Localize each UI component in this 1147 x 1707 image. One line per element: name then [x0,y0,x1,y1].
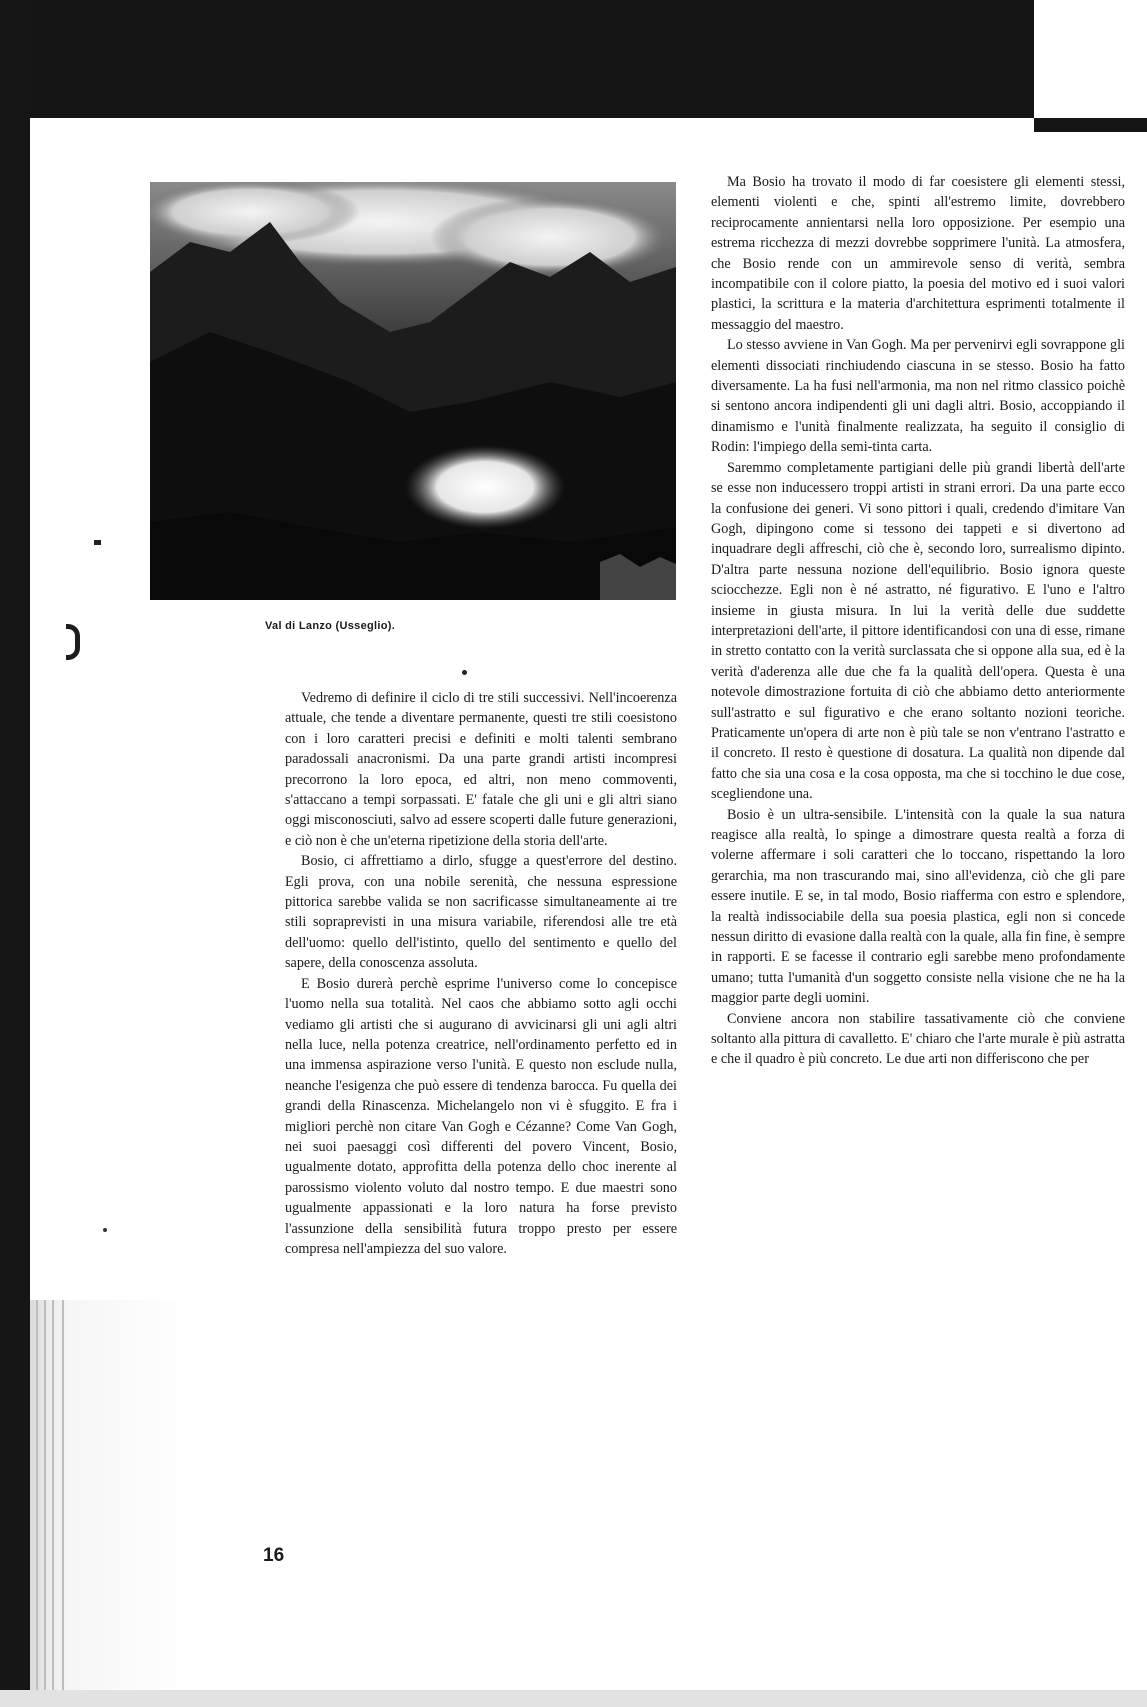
margin-mark [94,540,101,545]
paragraph: Bosio è un ultra-sensibile. L'intensità con la quale la sua natura reagisce alla realtà, lo spinge a dimostrare questa realtà a forza di volerne affermare i soli caratteri che lo toccano, rispettando la loro gerarchia, ma non trascurando mai, sino all'evidenza, ciò che gli pare essere inutile. E se, in tal modo, Bosio riafferma con estro e splendore, la realtà indissociabile della sua poesia plastica, egli non si concede nessun diritto di evasione dalla realtà con la quale, alla fin fine, è sempre in rapporti. E se facesse il contrario egli sarebbe meno profondamente umano; tutta l'umanità d'un soggetto consiste nella visione che ne ha la maggior parte degli uomini. [711,806,1125,1007]
page-number: 16 [263,1545,285,1566]
paragraph: Conviene ancora non stabilire tassativamente ciò che conviene soltanto alla pittura di cavalletto. E' chiaro che l'arte murale è più astratta e che il quadro è più concreto. Le due arti non differiscono che per [711,1010,1125,1068]
paragraph: Ma Bosio ha trovato il modo di far coesistere gli elementi stessi, elementi violenti e che, spinti all'estremo limite, dovrebbero reciprocamente annientarsi nella loro opposizione. Per esempio una estrema ricchezza di mezzi dovrebbe sopprimere l'unità. La atmosfera, che Bosio rende con un ammirevole senso di verità, sembra incompatibile con il colore piatto, la poesia del motivo ed i suoi valori plastici, la scrittura e la materia d'architettura esprimenti totalmente il messaggio del maestro. [711,174,1125,333]
right-text-column [711,172,1125,1070]
margin-dot [103,1228,107,1232]
scan-dark-strip [1034,118,1147,132]
paragraph: Vedremo di definire il ciclo di tre stili successivi. Nell'incoerenza attuale, che tende a diventare permanente, questi tre stili coesistono con i loro caratteri precisi e definiti e molti talenti sembrano paradossali anacronismi. Da una parte grandi artisti incompresi precorrono la loro epoca, ed altri, non meno commoventi, s'attaccano a tempi sorpassati. E' fatale che gli uni e gli altri siano oggi misconosciuti, salvo ad essere scoperti dalle future generazioni, e ciò non è che un'eterna ripetizione della storia dell'arte. [285,690,677,849]
paragraph: E Bosio durerà perchè esprime l'universo come lo concepisce l'uomo nella sua totalità. Nel caos che abbiamo sotto agli occhi vediamo gli artisti che si augurano di avvicinarsi gli uni agli altri nella luce, nella potenza creatrice, nell'ordinamento perfetto ed in una immensa aspirazione verso l'unità. E questo non esclude nulla, neanche l'esigenza che può essere di tendenza barocca. Fu quella dei grandi della Rinascenza. Michelangelo non vi è sfuggito. E fra i migliori perchè non citare Van Gogh e Cézanne? Come Van Gogh, nei suoi paesaggi così differenti del povero Vincent, Bosio, ugualmente dotato, approfitta della potenza dello choc inerente al parossismo violento voluto dal nostro tempo. E due maestri sono ugualmente appassionati e la loro natura ha forse previsto l'assunzione della sensibilità futura troppo presto per essere compresa nell'ampiezza del suo valore. [285,975,677,1257]
scan-binding-edge [0,0,30,1707]
paragraph: Saremmo completamente partigiani delle più grandi libertà dell'arte se esse non inducessero troppi artisti in strani errori. Da una parte ecco la confusione dei generi. Vi sono pittori i quali, credendo d'imitare Van Gogh, dipingono come si tessono dei tappeti e si divertono ad inquadrare degli affreschi, ciò che è, secondo loro, surrealismo dipinto. D'altra parte nessuna nozione dell'equilibrio. Bosio ignora queste sciocchezze. Egli non è né astratto, né figurativo. E l'uno e l'altro insieme in giusta misura. In lui la verità delle due suddette interpretazioni dell'arte, il pittore identificandosi con una di esse, rimane in stretto contatto con la verità surclassata che si oppone alla sua, ed è la verità d'aderenza alle due che fa la qualità dell'opera. Questa è una notevole dimostrazione fortuita di ciò che abbiamo detto anteriormente sull'astratto e sul figurativo e che erano soltanto nozioni teoriche. Praticamente un'opera di arte non è più tale se non v'entrano l'astratto e il concreto. Il resto è questione di dosatura. La qualità non dipende dal fatto che sia una cosa e la cosa opposta, ma che si tocchino le due cose, scegliendone una. [711,459,1125,803]
margin-bracket [66,624,80,660]
section-bullet [462,670,467,675]
paragraph: Lo stesso avviene in Van Gogh. Ma per pervenirvi egli sovrappone gli elementi dissociati rinchiudendo ciascuna in se stesso. Bosio ha fatto diversamente. La ha fusi nell'armonia, ma non nel ritmo classico poichè si sentono ancora indipendenti gli uni dagli altri. Bosio, accoppiando il dinamismo e l'unità finalmente realizzata, ha seguito il consiglio di Rodin: l'impiego della semi-tinta carta. [711,337,1125,456]
landscape-photograph [150,182,676,600]
scan-page-edges [30,1300,190,1707]
photo-caption: Val di Lanzo (Usseglio). [265,620,396,632]
scan-dark-band [0,0,1034,118]
scan-bottom-edge [0,1690,1147,1707]
left-text-column [285,688,677,1259]
paragraph: Bosio, ci affrettiamo a dirlo, sfugge a quest'errore del destino. Egli prova, con una nobile serenità, che nessuna espressione pittorica sarebbe valida se non sacrificasse simultaneamente ai tre stili sopraprevisti in una misura variabile, riferendosi alle tre età dell'uomo: quello dell'istinto, quello del sentimento e quello del sapere, della conoscenza assoluta. [285,853,677,972]
